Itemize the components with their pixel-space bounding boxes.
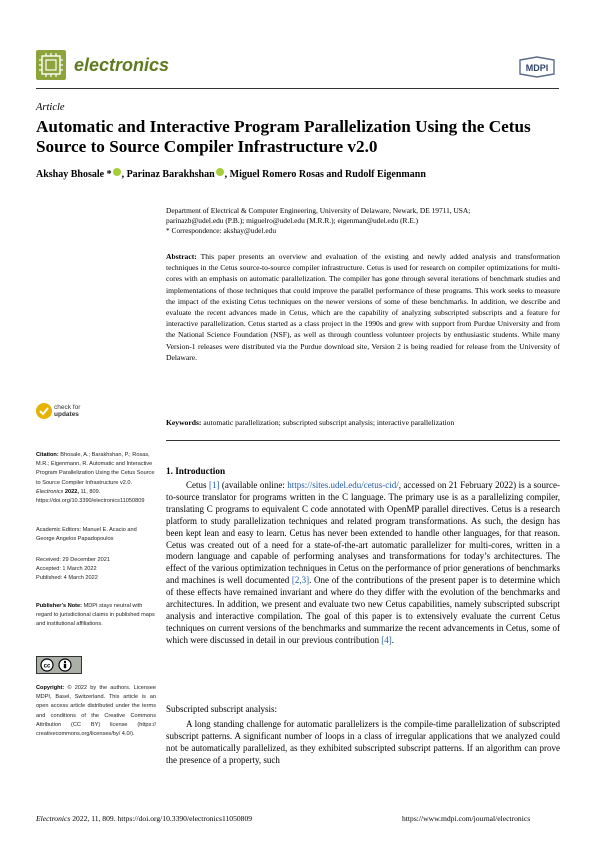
cc-by-license-icon[interactable] — [36, 656, 82, 674]
article-type: Article — [36, 102, 65, 113]
intro-text: Cetus — [186, 480, 209, 490]
published-date: Published: 4 March 2022 — [36, 575, 98, 582]
affiliation-block — [166, 206, 560, 236]
abstract-text: This paper presents an overview and evaluation of the existing and newly added analysis and transformation techniques in the Cetus source-to-source compiler infrastructure. Cetus is used for research on compiler optimizations for multi-cores with an emphasis on automatic parallelization. The compiler has gone through several iterations of benchmark studies and implementations of those techniques that could improve the parallel performance of these programs. This work seeks to measure the impact of the existing Cetus techniques on the newer versions of some of these benchmarks. In addition, we describe and evaluate the recent advances made in Cetus, which are the capability of analyzing subscripted subscripts and a feature for interactive parallelization. Cetus started as a class project in the 1990s and grew with support from Purdue University and from the National Science Foundation (NSF), as well as through countless volunteer projects by enthusiastic students. While many Version-1 releases were distributed via the Purdue download site, Version 2 is being readied for release from the University of Delaware. — [166, 252, 560, 362]
orcid-icon[interactable] — [216, 168, 224, 176]
author-3-4[interactable]: , Miguel Romero Rosas and Rudolf Eigenmann — [224, 169, 426, 180]
intro-text: . — [391, 634, 394, 645]
cetus-url-link[interactable]: https://sites.udel.edu/cetus-cid/ — [287, 480, 399, 490]
orcid-icon[interactable] — [113, 168, 121, 176]
reference-link[interactable]: [1] — [208, 480, 220, 490]
publication-dates — [36, 556, 156, 584]
check-updates-line2: updates — [54, 411, 79, 419]
check-for-updates-icon[interactable] — [36, 403, 52, 419]
reference-link[interactable]: [2,3] — [291, 575, 310, 586]
author-emails[interactable]: parinazb@udel.edu (P.B.); miguelro@udel.edu (M.R.R.); eigenman@udel.edu (R.E.) — [166, 216, 419, 225]
citation-text: Bhosale, A.; Barakhshan, P.; Rosas, M.R.; Eigenmann, R. Automatic and Interactive Program Parallelization Using the Cetus Source to Source Compiler Infrastructure v2.0. — [36, 452, 155, 486]
subsection-paragraph — [166, 719, 560, 767]
citation-year: 2022, — [64, 488, 79, 495]
mdpi-logo-text: MDPI — [525, 63, 549, 73]
abstract-label: Abstract: — [166, 252, 197, 261]
svg-text:cc: cc — [43, 663, 51, 670]
introduction-paragraph — [166, 480, 560, 647]
journal-name: electronics — [74, 55, 170, 75]
header-divider — [36, 88, 559, 89]
check-updates-line1: check for — [54, 404, 81, 411]
copyright-block — [36, 684, 156, 739]
check-for-updates-button[interactable] — [54, 404, 80, 418]
citation-doi[interactable]: 11, 809. https://doi.org/10.3390/electronics11050809 — [36, 488, 145, 505]
copyright-label: Copyright: — [36, 685, 65, 691]
received-date: Received: 29 December 2021 — [36, 557, 111, 563]
footer-journal-url[interactable]: https://www.mdpi.com/journal/electronics — [402, 814, 531, 823]
subsection-text: A long standing challenge for automatic parallelizers is the compile-time parallelization of subscripted subscript patterns. A significant number of loops in a class of irregular applications that we analyzed could not be automatically parallelized, as they exhibited subscripted subscript patterns. If an algorithm can prove the presence of a property, such — [166, 719, 560, 765]
academic-editors: Academic Editors: Manuel E. Acacio and George Angelos Papadopoulos — [36, 527, 137, 543]
abstract — [166, 251, 560, 363]
author-list — [36, 168, 576, 180]
keywords — [166, 417, 560, 428]
correspondence[interactable]: * Correspondence: akshay@udel.edu — [166, 226, 277, 235]
footer-citation — [36, 814, 252, 823]
section-heading-introduction: 1. Introduction — [166, 466, 226, 476]
subsection-heading: Subscripted subscript analysis: — [166, 704, 277, 714]
footer-doi[interactable]: 2022, 11, 809. https://doi.org/10.3390/electronics11050809 — [72, 814, 253, 823]
publisher-note-text: MDPI stays neutral with regard to jurisdictional claims in published maps and institutional affiliations. — [36, 603, 155, 628]
keywords-label: Keywords: — [166, 418, 202, 427]
intro-text: . One of the contributions of the present paper is to determine which of these effects have remained invariant and where do they differ with the evolution of the benchmarks and architectures. In addition, we present and evaluate two new Cetus capabilities, namely subscripted subscript analysis and interactive compilation. The goal of this paper is to extensively evaluate the current Cetus techniques on current versions of the benchmarks and summarize the recent advancements in Cetus, some of which were discussed in detail in our previous contribution — [166, 575, 560, 645]
citation-label: Citation: — [36, 452, 59, 458]
journal-logo-icon — [36, 50, 66, 80]
author-2[interactable]: , Parinaz Barakhshan — [121, 169, 215, 180]
keywords-text: automatic parallelization; subscripted subscript analysis; interactive parallelization — [203, 418, 455, 427]
accepted-date: Accepted: 1 March 2022 — [36, 566, 97, 573]
citation-block — [36, 451, 156, 506]
mdpi-logo-icon — [517, 56, 557, 78]
keywords-divider — [166, 440, 560, 441]
reference-link[interactable]: [4] — [381, 634, 392, 645]
intro-text: , accessed on 21 February 2022) is a source-to-source translator for programs written in the C language. The primary use is as a parallelizing compiler, translating C programs to equivalent C code annotated with OpenMP parallel directives. Cetus is a research platform to study parallelization techniques and related program transformations. As such, the design has been kept lean and easy to learn. Cetus has never been extended to handle other languages, for that reason. Cetus was created out of a need for a state-of-the-art automatic parallelizer for multi-cores, written in a modern language and capable of performing analyses and transformations for today’s architectures. The effect of the various optimization techniques in Cetus on the performance of prior generations of benchmarks and machines is well documented — [166, 480, 560, 586]
paper-title: Automatic and Interactive Program Parallelization Using the Cetus Source to Source Compiler Infrastructure v2.0 — [36, 117, 531, 156]
intro-text: (available online: — [219, 480, 288, 490]
affiliation-line: Department of Electrical & Computer Engineering, University of Delaware, Newark, DE 19711, USA; — [166, 206, 471, 215]
publisher-note — [36, 602, 156, 630]
publisher-note-label: Publisher’s Note: — [36, 603, 83, 609]
copyright-text: © 2022 by the authors. Licensee MDPI, Basel, Switzerland. This article is an open access article distributed under the terms and conditions of the Creative Commons Attribution (CC BY) license (https:// creativecommons.org/licenses/by/ 4.0/). — [36, 685, 157, 738]
citation-journal: Electronics — [36, 488, 64, 495]
footer-journal: Electronics — [36, 814, 71, 823]
author-1[interactable]: Akshay Bhosale * — [36, 169, 112, 180]
